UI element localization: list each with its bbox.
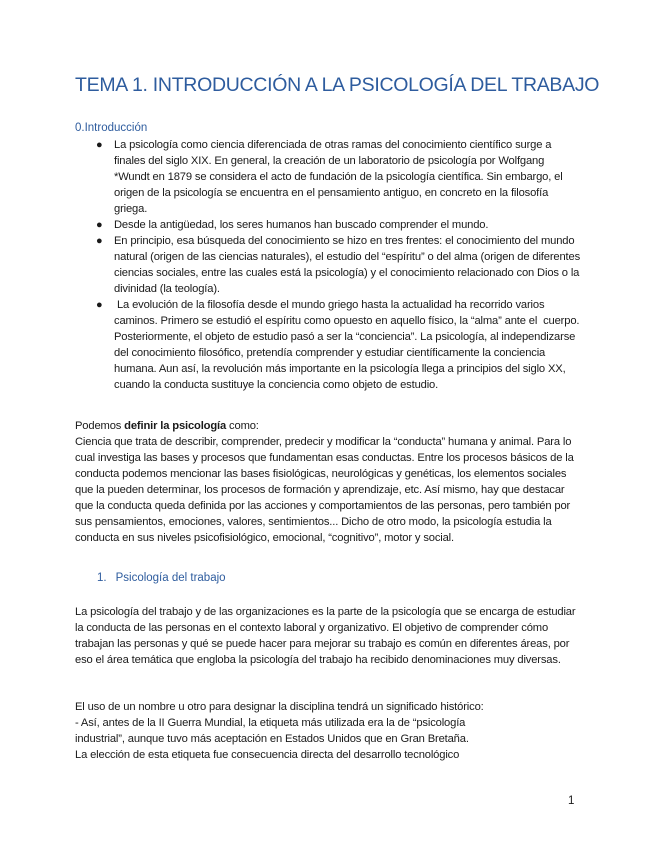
definition-paragraph — [75, 418, 585, 546]
bullet-text: La evolución de la filosofía desde el mundo griego hasta la actualidad ha recorrido varios caminos. Primero se estudió el espíritu como opuesto en aquello físico, la “alma” ante el cuerpo. Posteriormente, el objeto de estudio pasó a ser la “conciencia”. La psicología, al independizarse del conocimiento filosófico, pretendía comprender y estudiar científicamente la conciencia humana. Aun así, la revolución más importante en la psicología llega a principios del siglo XX, cuando la conducta sustituye la conciencia como objeto de estudio. — [114, 299, 583, 391]
list-item — [92, 217, 582, 233]
definition-prefix: Podemos — [75, 420, 125, 432]
bullet-text: Desde la antigüedad, los seres humanos han buscado comprender el mundo. — [114, 219, 489, 231]
bullet-text: La psicología como ciencia diferenciada de otras ramas del conocimiento científico surge a finales del siglo XIX. En general, la creación de un laboratorio de psicología por Wolfgang *Wundt en 1879 se considera el acto de fundación de la psicología científica. Sin embargo, el origen de la psicología se encuentra en el pensamiento antiguo, en concreto en la filosofía griega. — [114, 139, 563, 215]
intro-bullet-list — [92, 137, 582, 393]
bullet-icon: ● — [96, 299, 103, 311]
definition-lead — [75, 418, 585, 434]
list-item — [92, 233, 582, 297]
bullet-icon: ● — [96, 219, 103, 231]
list-item — [92, 137, 582, 217]
section-heading-psicologia-trabajo — [97, 572, 226, 584]
page-number: 1 — [568, 795, 575, 807]
paragraph-line: - Así, antes de la II Guerra Mundial, la etiqueta más utilizada era la de “psicología industrial”, aunque tuvo más aceptación en Estados Unidos que en Gran Bretaña. — [75, 717, 469, 745]
list-item — [92, 297, 582, 393]
page-title: TEMA 1. INTRODUCCIÓN A LA PSICOLOGÍA DEL TRABAJO — [75, 74, 600, 96]
bullet-icon: ● — [96, 139, 103, 151]
definition-body: Ciencia que trata de describir, comprender, predecir y modificar la “conducta” humana y animal. Para lo cual investiga las bases y procesos que fundamentan esas conductas. Entre los procesos básicos de la conducta podemos mencionar las bases fisiológicas, neurológicas y genéticas, los elementos sociales que la pueden determinar, los procesos de formación y aprendizaje, etc. Así mismo, hay que destacar que la conducta queda definida por las acciones y comportamientos de las personas, pero también por sus pensamientos, emociones, valores, sentimientos... Dicho de otro modo, la psicología estudia la conducta en sus niveles psicofisiológico, emocional, “cognitivo”, motor y social. — [75, 436, 574, 544]
section-number: 1. — [97, 572, 107, 584]
intro-heading: 0.Introducción — [75, 122, 148, 134]
paragraph-line: La elección de esta etiqueta fue consecuencia directa del desarrollo tecnológico — [75, 749, 460, 761]
section-title: Psicología del trabajo — [115, 572, 226, 584]
section-paragraph-1: La psicología del trabajo y de las organizaciones es la parte de la psicología que se encarga de estudiar la conducta de las personas en el contexto laboral y organizativo. El objetivo de comprender cómo trabajan las personas y qué se puede hacer para mejorar su trabajo es común en diferentes áreas, por eso el área temática que engloba la psicología del trabajo ha recibido denominaciones muy diversas. — [75, 606, 576, 666]
bullet-text: En principio, esa búsqueda del conocimiento se hizo en tres frentes: el conocimiento del mundo natural (origen de las ciencias naturales), el estudio del “espíritu” o del alma (origen de diferentes ciencias sociales, entre las cuales está la psicología) y el conocimiento relacionado con Dios o la divinidad (la teología). — [114, 235, 581, 295]
section-paragraph-2 — [75, 699, 585, 763]
definition-bold-term: definir la psicología — [124, 420, 227, 432]
bullet-icon: ● — [96, 235, 103, 247]
paragraph-line: El uso de un nombre u otro para designar la disciplina tendrá un significado histórico: — [75, 701, 484, 713]
definition-suffix: como: — [226, 420, 259, 432]
